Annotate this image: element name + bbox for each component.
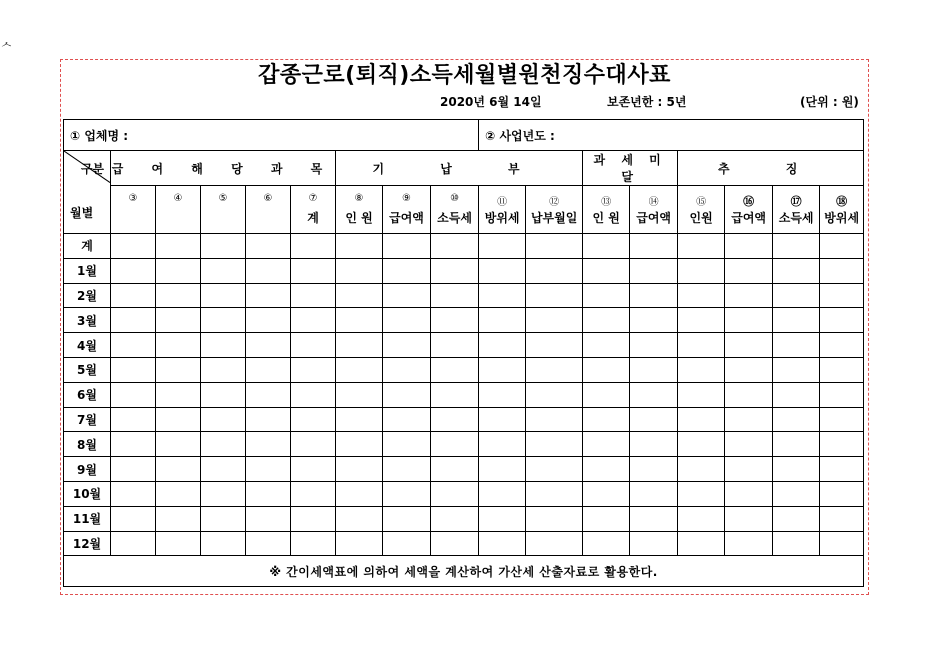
table-cell[interactable] xyxy=(526,506,583,531)
table-cell[interactable] xyxy=(526,407,583,432)
table-cell[interactable] xyxy=(820,506,864,531)
table-cell[interactable] xyxy=(773,333,820,358)
report-date: 2020년 6월 14일 xyxy=(440,95,542,109)
table-cell[interactable] xyxy=(526,333,583,358)
table-cell[interactable] xyxy=(526,258,583,283)
table-cell[interactable] xyxy=(336,258,383,283)
table-cell[interactable] xyxy=(336,506,383,531)
table-cell[interactable] xyxy=(583,407,630,432)
table-cell[interactable] xyxy=(336,457,383,482)
header-gubun: 구분 xyxy=(80,162,104,176)
table-cell[interactable] xyxy=(630,531,678,556)
table-cell[interactable] xyxy=(201,481,246,506)
table-cell[interactable] xyxy=(773,407,820,432)
table-row xyxy=(64,407,864,432)
table-cell[interactable] xyxy=(291,481,336,506)
table-cell[interactable] xyxy=(526,531,583,556)
table-cell[interactable] xyxy=(630,333,678,358)
table-cell[interactable] xyxy=(725,234,773,259)
table-cell[interactable] xyxy=(678,333,725,358)
table-cell[interactable] xyxy=(479,382,526,407)
row-label: 2월 xyxy=(64,283,111,308)
table-cell[interactable] xyxy=(336,382,383,407)
table-cell[interactable] xyxy=(431,283,479,308)
table-cell[interactable] xyxy=(526,432,583,457)
table-cell[interactable] xyxy=(156,283,201,308)
table-cell[interactable] xyxy=(526,481,583,506)
table-cell[interactable] xyxy=(336,333,383,358)
table-cell[interactable] xyxy=(820,531,864,556)
row-label: 계 xyxy=(64,234,111,259)
table-cell[interactable] xyxy=(630,308,678,333)
retention-period: 보존년한 : 5년 xyxy=(607,95,687,109)
table-cell[interactable] xyxy=(246,333,291,358)
table-cell[interactable] xyxy=(431,308,479,333)
table-cell[interactable] xyxy=(111,234,156,259)
table-cell[interactable] xyxy=(479,357,526,382)
table-cell[interactable] xyxy=(630,382,678,407)
table-cell[interactable] xyxy=(725,481,773,506)
table-cell[interactable] xyxy=(725,506,773,531)
table-cell[interactable] xyxy=(479,234,526,259)
row-label: 8월 xyxy=(64,432,111,457)
table-cell[interactable] xyxy=(383,283,431,308)
table-cell[interactable] xyxy=(291,258,336,283)
table-cell[interactable] xyxy=(630,283,678,308)
table-cell[interactable] xyxy=(246,258,291,283)
unit-label: (단위 : 원) xyxy=(800,95,859,109)
table-cell[interactable] xyxy=(431,357,479,382)
table-cell[interactable] xyxy=(383,407,431,432)
table-cell[interactable] xyxy=(246,481,291,506)
table-cell[interactable] xyxy=(773,308,820,333)
table-cell[interactable] xyxy=(383,333,431,358)
table-cell[interactable] xyxy=(111,506,156,531)
table-cell[interactable] xyxy=(479,258,526,283)
table-row xyxy=(64,234,864,259)
table-cell[interactable] xyxy=(820,457,864,482)
table-cell[interactable] xyxy=(479,333,526,358)
table-cell[interactable] xyxy=(678,407,725,432)
table-cell[interactable] xyxy=(583,234,630,259)
table-cell[interactable] xyxy=(431,457,479,482)
table-cell[interactable] xyxy=(820,234,864,259)
table-cell[interactable] xyxy=(291,382,336,407)
table-cell[interactable] xyxy=(431,407,479,432)
table-cell[interactable] xyxy=(246,283,291,308)
table-row xyxy=(64,258,864,283)
row-label: 11월 xyxy=(64,506,111,531)
table-cell[interactable] xyxy=(111,357,156,382)
table-cell[interactable] xyxy=(773,283,820,308)
row-label: 1월 xyxy=(64,258,111,283)
table-cell[interactable] xyxy=(156,432,201,457)
col-header-3: ③ xyxy=(111,186,156,234)
col-header-13: ⑬ 인 원 xyxy=(583,186,630,234)
table-cell[interactable] xyxy=(526,457,583,482)
table-cell[interactable] xyxy=(678,357,725,382)
row-label: 5월 xyxy=(64,357,111,382)
table-cell[interactable] xyxy=(291,457,336,482)
table-cell[interactable] xyxy=(111,407,156,432)
fiscal-year-field[interactable] xyxy=(479,120,864,151)
table-cell[interactable] xyxy=(678,382,725,407)
table-cell[interactable] xyxy=(383,432,431,457)
table-cell[interactable] xyxy=(156,333,201,358)
table-cell[interactable] xyxy=(773,234,820,259)
table-cell[interactable] xyxy=(773,382,820,407)
table-cell[interactable] xyxy=(431,234,479,259)
table-cell[interactable] xyxy=(678,432,725,457)
table-cell[interactable] xyxy=(431,432,479,457)
table-cell[interactable] xyxy=(526,382,583,407)
row-label: 4월 xyxy=(64,333,111,358)
table-cell[interactable] xyxy=(201,531,246,556)
table-cell[interactable] xyxy=(383,382,431,407)
row-label: 3월 xyxy=(64,308,111,333)
table-cell[interactable] xyxy=(479,531,526,556)
table-cell[interactable] xyxy=(526,308,583,333)
table-cell[interactable] xyxy=(201,234,246,259)
table-cell[interactable] xyxy=(156,481,201,506)
col-header-7: ⑦ 계 xyxy=(291,186,336,234)
table-cell[interactable] xyxy=(725,333,773,358)
col-header-9: ⑨ 급여액 xyxy=(383,186,431,234)
table-cell[interactable] xyxy=(678,506,725,531)
table-cell[interactable] xyxy=(526,283,583,308)
table-cell[interactable] xyxy=(630,506,678,531)
table-cell[interactable] xyxy=(725,308,773,333)
table-cell[interactable] xyxy=(820,283,864,308)
table-cell[interactable] xyxy=(678,531,725,556)
table-cell[interactable] xyxy=(773,457,820,482)
row-label: 6월 xyxy=(64,382,111,407)
table-cell[interactable] xyxy=(773,531,820,556)
table-cell[interactable] xyxy=(479,481,526,506)
table-cell[interactable] xyxy=(773,506,820,531)
table-cell[interactable] xyxy=(246,531,291,556)
table-cell[interactable] xyxy=(678,457,725,482)
tax-table xyxy=(63,119,864,587)
table-cell[interactable] xyxy=(678,258,725,283)
table-row xyxy=(64,481,864,506)
col-header-14: ⑭ 급여액 xyxy=(630,186,678,234)
table-cell[interactable] xyxy=(156,258,201,283)
table-cell[interactable] xyxy=(336,432,383,457)
table-row xyxy=(64,457,864,482)
table-cell[interactable] xyxy=(291,357,336,382)
table-cell[interactable] xyxy=(630,258,678,283)
col-header-12: ⑫ 납부월일 xyxy=(526,186,583,234)
table-cell[interactable] xyxy=(820,432,864,457)
table-cell[interactable] xyxy=(246,308,291,333)
table-cell[interactable] xyxy=(246,457,291,482)
table-cell[interactable] xyxy=(336,407,383,432)
table-cell[interactable] xyxy=(630,407,678,432)
table-cell[interactable] xyxy=(111,283,156,308)
table-cell[interactable] xyxy=(479,457,526,482)
table-cell[interactable] xyxy=(725,457,773,482)
table-cell[interactable] xyxy=(156,382,201,407)
table-cell[interactable] xyxy=(820,382,864,407)
table-cell[interactable] xyxy=(583,308,630,333)
table-cell[interactable] xyxy=(479,432,526,457)
table-cell[interactable] xyxy=(479,506,526,531)
group-collection: 추 징 xyxy=(678,151,864,186)
table-cell[interactable] xyxy=(820,481,864,506)
footnote: ※ 간이세액표에 의하여 세액을 계산하여 가산세 산출자료로 활용한다. xyxy=(64,556,864,587)
table-cell[interactable] xyxy=(630,457,678,482)
table-cell[interactable] xyxy=(383,531,431,556)
corner-mark: ᄉ xyxy=(0,42,13,57)
table-cell[interactable] xyxy=(583,333,630,358)
table-cell[interactable] xyxy=(291,531,336,556)
table-cell[interactable] xyxy=(156,308,201,333)
col-header-15: ⑮ 인원 xyxy=(678,186,725,234)
table-cell[interactable] xyxy=(383,258,431,283)
table-cell[interactable] xyxy=(583,432,630,457)
table-row xyxy=(64,531,864,556)
company-field[interactable] xyxy=(64,120,479,151)
table-cell[interactable] xyxy=(773,258,820,283)
table-cell[interactable] xyxy=(383,357,431,382)
col-header-10: ⑩ 소득세 xyxy=(431,186,479,234)
table-cell[interactable] xyxy=(773,432,820,457)
col-header-5: ⑤ xyxy=(201,186,246,234)
table-cell[interactable] xyxy=(156,357,201,382)
table-cell[interactable] xyxy=(201,308,246,333)
row-label: 9월 xyxy=(64,457,111,482)
table-cell[interactable] xyxy=(583,357,630,382)
table-cell[interactable] xyxy=(246,357,291,382)
table-cell[interactable] xyxy=(583,258,630,283)
table-cell[interactable] xyxy=(201,432,246,457)
table-cell[interactable] xyxy=(526,357,583,382)
table-cell[interactable] xyxy=(630,481,678,506)
group-paid: 기 납 부 xyxy=(336,151,583,186)
table-cell[interactable] xyxy=(246,432,291,457)
page-title: 갑종근로(퇴직)소득세월별원천징수대사표 xyxy=(258,63,671,88)
table-row xyxy=(64,308,864,333)
table-cell[interactable] xyxy=(431,382,479,407)
table-cell[interactable] xyxy=(773,481,820,506)
table-cell[interactable] xyxy=(526,234,583,259)
table-cell[interactable] xyxy=(201,407,246,432)
table-cell[interactable] xyxy=(111,432,156,457)
table-cell[interactable] xyxy=(479,308,526,333)
table-cell[interactable] xyxy=(630,357,678,382)
table-cell[interactable] xyxy=(678,481,725,506)
col-header-6: ⑥ xyxy=(246,186,291,234)
table-cell[interactable] xyxy=(383,481,431,506)
table-cell[interactable] xyxy=(201,506,246,531)
table-cell[interactable] xyxy=(111,308,156,333)
col-header-11: ⑪ 방위세 xyxy=(479,186,526,234)
table-cell[interactable] xyxy=(201,283,246,308)
table-cell[interactable] xyxy=(291,283,336,308)
table-cell[interactable] xyxy=(111,382,156,407)
col-header-4: ④ xyxy=(156,186,201,234)
table-cell[interactable] xyxy=(111,531,156,556)
table-cell[interactable] xyxy=(725,432,773,457)
table-cell[interactable] xyxy=(156,457,201,482)
table-cell[interactable] xyxy=(773,357,820,382)
table-cell[interactable] xyxy=(336,357,383,382)
table-cell[interactable] xyxy=(725,357,773,382)
table-cell[interactable] xyxy=(156,407,201,432)
table-cell[interactable] xyxy=(201,357,246,382)
table-cell[interactable] xyxy=(111,481,156,506)
table-cell[interactable] xyxy=(201,258,246,283)
table-cell[interactable] xyxy=(479,283,526,308)
table-row xyxy=(64,506,864,531)
table-cell[interactable] xyxy=(725,283,773,308)
table-cell[interactable] xyxy=(156,506,201,531)
table-cell[interactable] xyxy=(820,407,864,432)
table-row xyxy=(64,283,864,308)
table-cell[interactable] xyxy=(583,283,630,308)
table-cell[interactable] xyxy=(383,308,431,333)
table-cell[interactable] xyxy=(111,333,156,358)
table-cell[interactable] xyxy=(820,357,864,382)
table-cell[interactable] xyxy=(820,308,864,333)
table-cell[interactable] xyxy=(725,407,773,432)
table-cell[interactable] xyxy=(201,333,246,358)
table-cell[interactable] xyxy=(111,258,156,283)
table-cell[interactable] xyxy=(336,283,383,308)
table-row xyxy=(64,432,864,457)
table-cell[interactable] xyxy=(383,234,431,259)
table-cell[interactable] xyxy=(336,308,383,333)
table-cell[interactable] xyxy=(431,531,479,556)
table-cell[interactable] xyxy=(431,481,479,506)
table-cell[interactable] xyxy=(820,333,864,358)
group-untaxed: 과 세 미 달 xyxy=(583,151,678,186)
table-cell[interactable] xyxy=(246,382,291,407)
header-corner xyxy=(64,151,111,234)
table-cell[interactable] xyxy=(291,234,336,259)
table-cell[interactable] xyxy=(291,407,336,432)
table-cell[interactable] xyxy=(725,258,773,283)
table-cell[interactable] xyxy=(820,258,864,283)
table-cell[interactable] xyxy=(336,481,383,506)
row-label: 12월 xyxy=(64,531,111,556)
table-cell[interactable] xyxy=(583,457,630,482)
table-cell[interactable] xyxy=(201,382,246,407)
table-cell[interactable] xyxy=(431,506,479,531)
table-cell[interactable] xyxy=(291,333,336,358)
table-cell[interactable] xyxy=(583,531,630,556)
table-cell[interactable] xyxy=(291,308,336,333)
header-wolbyeol: 월별 xyxy=(70,206,94,220)
table-cell[interactable] xyxy=(630,432,678,457)
table-cell[interactable] xyxy=(583,506,630,531)
fiscal-year-label: ② 사업년도 : xyxy=(485,128,555,143)
table-cell[interactable] xyxy=(630,234,678,259)
table-cell[interactable] xyxy=(291,432,336,457)
table-row xyxy=(64,357,864,382)
table-cell[interactable] xyxy=(111,457,156,482)
table-cell[interactable] xyxy=(246,407,291,432)
table-cell[interactable] xyxy=(725,531,773,556)
table-cell[interactable] xyxy=(201,457,246,482)
table-cell[interactable] xyxy=(431,258,479,283)
row-label: 10월 xyxy=(64,481,111,506)
table-cell[interactable] xyxy=(479,407,526,432)
table-cell[interactable] xyxy=(246,234,291,259)
table-cell[interactable] xyxy=(383,506,431,531)
table-row xyxy=(64,333,864,358)
table-cell[interactable] xyxy=(246,506,291,531)
col-header-18: ⑱ 방위세 xyxy=(820,186,864,234)
col-header-17: ⑰ 소득세 xyxy=(773,186,820,234)
table-cell[interactable] xyxy=(291,506,336,531)
table-cell[interactable] xyxy=(678,308,725,333)
col-header-16: ⑯ 급여액 xyxy=(725,186,773,234)
table-cell[interactable] xyxy=(583,481,630,506)
table-cell[interactable] xyxy=(383,457,431,482)
table-cell[interactable] xyxy=(156,234,201,259)
group-salary: 급 여 해 당 과 목 xyxy=(111,151,336,186)
table-cell[interactable] xyxy=(725,382,773,407)
row-label: 7월 xyxy=(64,407,111,432)
table-cell[interactable] xyxy=(678,234,725,259)
table-cell[interactable] xyxy=(156,531,201,556)
table-cell[interactable] xyxy=(336,531,383,556)
table-cell[interactable] xyxy=(336,234,383,259)
table-cell[interactable] xyxy=(678,283,725,308)
table-cell[interactable] xyxy=(431,333,479,358)
table-body xyxy=(64,234,864,556)
table-cell[interactable] xyxy=(583,382,630,407)
table-row xyxy=(64,382,864,407)
company-label: ① 업체명 : xyxy=(70,128,129,143)
col-header-8: ⑧ 인 원 xyxy=(336,186,383,234)
